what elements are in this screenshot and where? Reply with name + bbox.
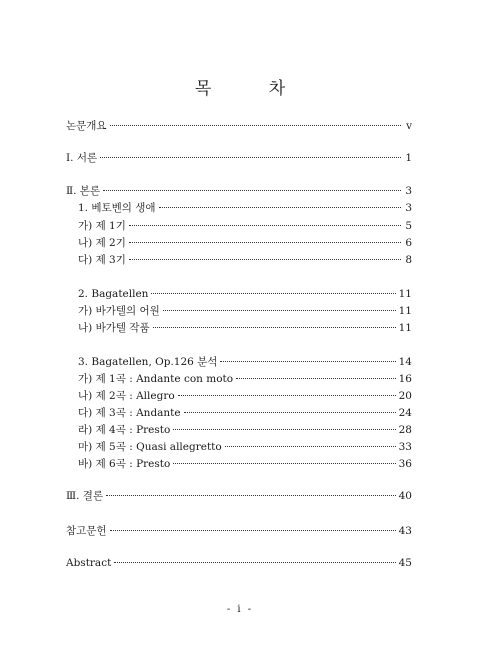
toc-entry-overview[interactable] — [66, 118, 412, 134]
toc-entry-label: 나) 제 2기 — [78, 237, 126, 249]
dot-leader — [110, 529, 396, 531]
toc-entry-page: 36 — [398, 458, 412, 470]
toc-entry-label: Ⅰ. 서론 — [66, 152, 98, 164]
toc-entry-page: 6 — [405, 237, 412, 249]
toc-entry-page: 5 — [405, 220, 412, 232]
toc-entry-label: 바) 제 6곡 : Presto — [78, 458, 171, 470]
toc-entry-label: 논문개요 — [66, 120, 107, 132]
toc-entry-page: 33 — [398, 441, 412, 453]
toc-entry-label: 1. 베토벤의 생애 — [78, 202, 156, 214]
toc-entry-label: Abstract — [66, 557, 112, 569]
toc-entry-page: 8 — [405, 254, 412, 266]
toc-entry-page: 40 — [398, 490, 412, 502]
page-number-footer: - i - — [226, 604, 254, 615]
toc-entry-label: Ⅲ. 결론 — [66, 490, 104, 502]
toc-entry-label: 가) 바가텔의 어원 — [78, 305, 160, 317]
toc-entry-page: 3 — [405, 202, 412, 214]
toc-entry-label: 나) 바가텔 작품 — [78, 322, 150, 334]
toc-entry-period-1[interactable] — [78, 218, 412, 234]
dot-leader — [129, 224, 401, 226]
dot-leader — [163, 309, 396, 311]
toc-entry-etymology[interactable] — [78, 303, 412, 319]
toc-entry-page: 28 — [398, 424, 412, 436]
toc-entry-page: 24 — [398, 407, 412, 419]
toc-entry-label: 다) 제 3곡 : Andante — [78, 407, 181, 419]
toc-entry-period-3[interactable] — [78, 252, 412, 268]
toc-entry-page: 11 — [398, 288, 412, 300]
toc-entry-page: 43 — [398, 525, 412, 537]
toc-entry-label: 3. Bagatellen, Op.126 분석 — [78, 356, 218, 368]
toc-entry-label: 가) 제 1곡 : Andante con moto — [78, 373, 234, 385]
toc-entry-piece-1[interactable] — [78, 371, 412, 387]
toc-entry-main-body[interactable] — [66, 183, 412, 199]
toc-entry-piece-6[interactable] — [78, 456, 412, 472]
dot-leader — [151, 292, 395, 294]
toc-entry-label: 라) 제 4곡 : Presto — [78, 424, 171, 436]
dot-leader — [129, 241, 401, 243]
dot-leader — [114, 561, 395, 563]
toc-entry-page: 11 — [398, 322, 412, 334]
toc-entry-label: 나) 제 2곡 : Allegro — [78, 390, 175, 402]
toc-entry-conclusion[interactable] — [66, 488, 412, 504]
toc-entry-page: 11 — [398, 305, 412, 317]
dot-leader — [100, 156, 401, 158]
toc-entry-period-2[interactable] — [78, 235, 412, 251]
dot-leader — [129, 258, 401, 260]
toc-entry-label: 마) 제 5곡 : Quasi allegretto — [78, 441, 222, 453]
toc-entry-abstract[interactable] — [66, 555, 412, 571]
toc-entry-label: 참고문헌 — [66, 525, 107, 537]
toc-entry-page: v — [406, 120, 412, 132]
dot-leader — [110, 124, 401, 126]
dot-leader — [225, 445, 396, 447]
dot-leader — [106, 494, 396, 496]
dot-leader — [220, 360, 395, 362]
toc-entry-beethoven-life[interactable] — [78, 200, 412, 216]
toc-entry-works[interactable] — [78, 320, 412, 336]
toc-entry-label: 다) 제 3기 — [78, 254, 126, 266]
toc-entry-page: 16 — [398, 373, 412, 385]
toc-entry-bagatellen[interactable] — [78, 286, 412, 302]
dot-leader — [173, 462, 395, 464]
toc-entry-label: Ⅱ. 본론 — [66, 185, 101, 197]
toc-entry-piece-2[interactable] — [78, 388, 412, 404]
toc-entry-page: 20 — [398, 390, 412, 402]
toc-entry-label: 가) 제 1기 — [78, 220, 126, 232]
dot-leader — [173, 428, 395, 430]
toc-entry-piece-5[interactable] — [78, 439, 412, 455]
page-title: 목 차 — [194, 79, 312, 99]
dot-leader — [159, 206, 401, 208]
dot-leader — [103, 189, 401, 191]
toc-entry-page: 45 — [398, 557, 412, 569]
dot-leader — [184, 411, 396, 413]
toc-entry-piece-3[interactable] — [78, 405, 412, 421]
toc-entry-page: 1 — [405, 152, 412, 164]
toc-entry-page: 3 — [405, 185, 412, 197]
toc-entry-piece-4[interactable] — [78, 422, 412, 438]
toc-entry-introduction[interactable] — [66, 150, 412, 166]
toc-entry-label: 2. Bagatellen — [78, 288, 149, 300]
dot-leader — [178, 394, 396, 396]
dot-leader — [153, 326, 396, 328]
toc-entry-op126-analysis[interactable] — [78, 354, 412, 370]
toc-entry-references[interactable] — [66, 523, 412, 539]
dot-leader — [236, 377, 396, 379]
toc-entry-page: 14 — [398, 356, 412, 368]
